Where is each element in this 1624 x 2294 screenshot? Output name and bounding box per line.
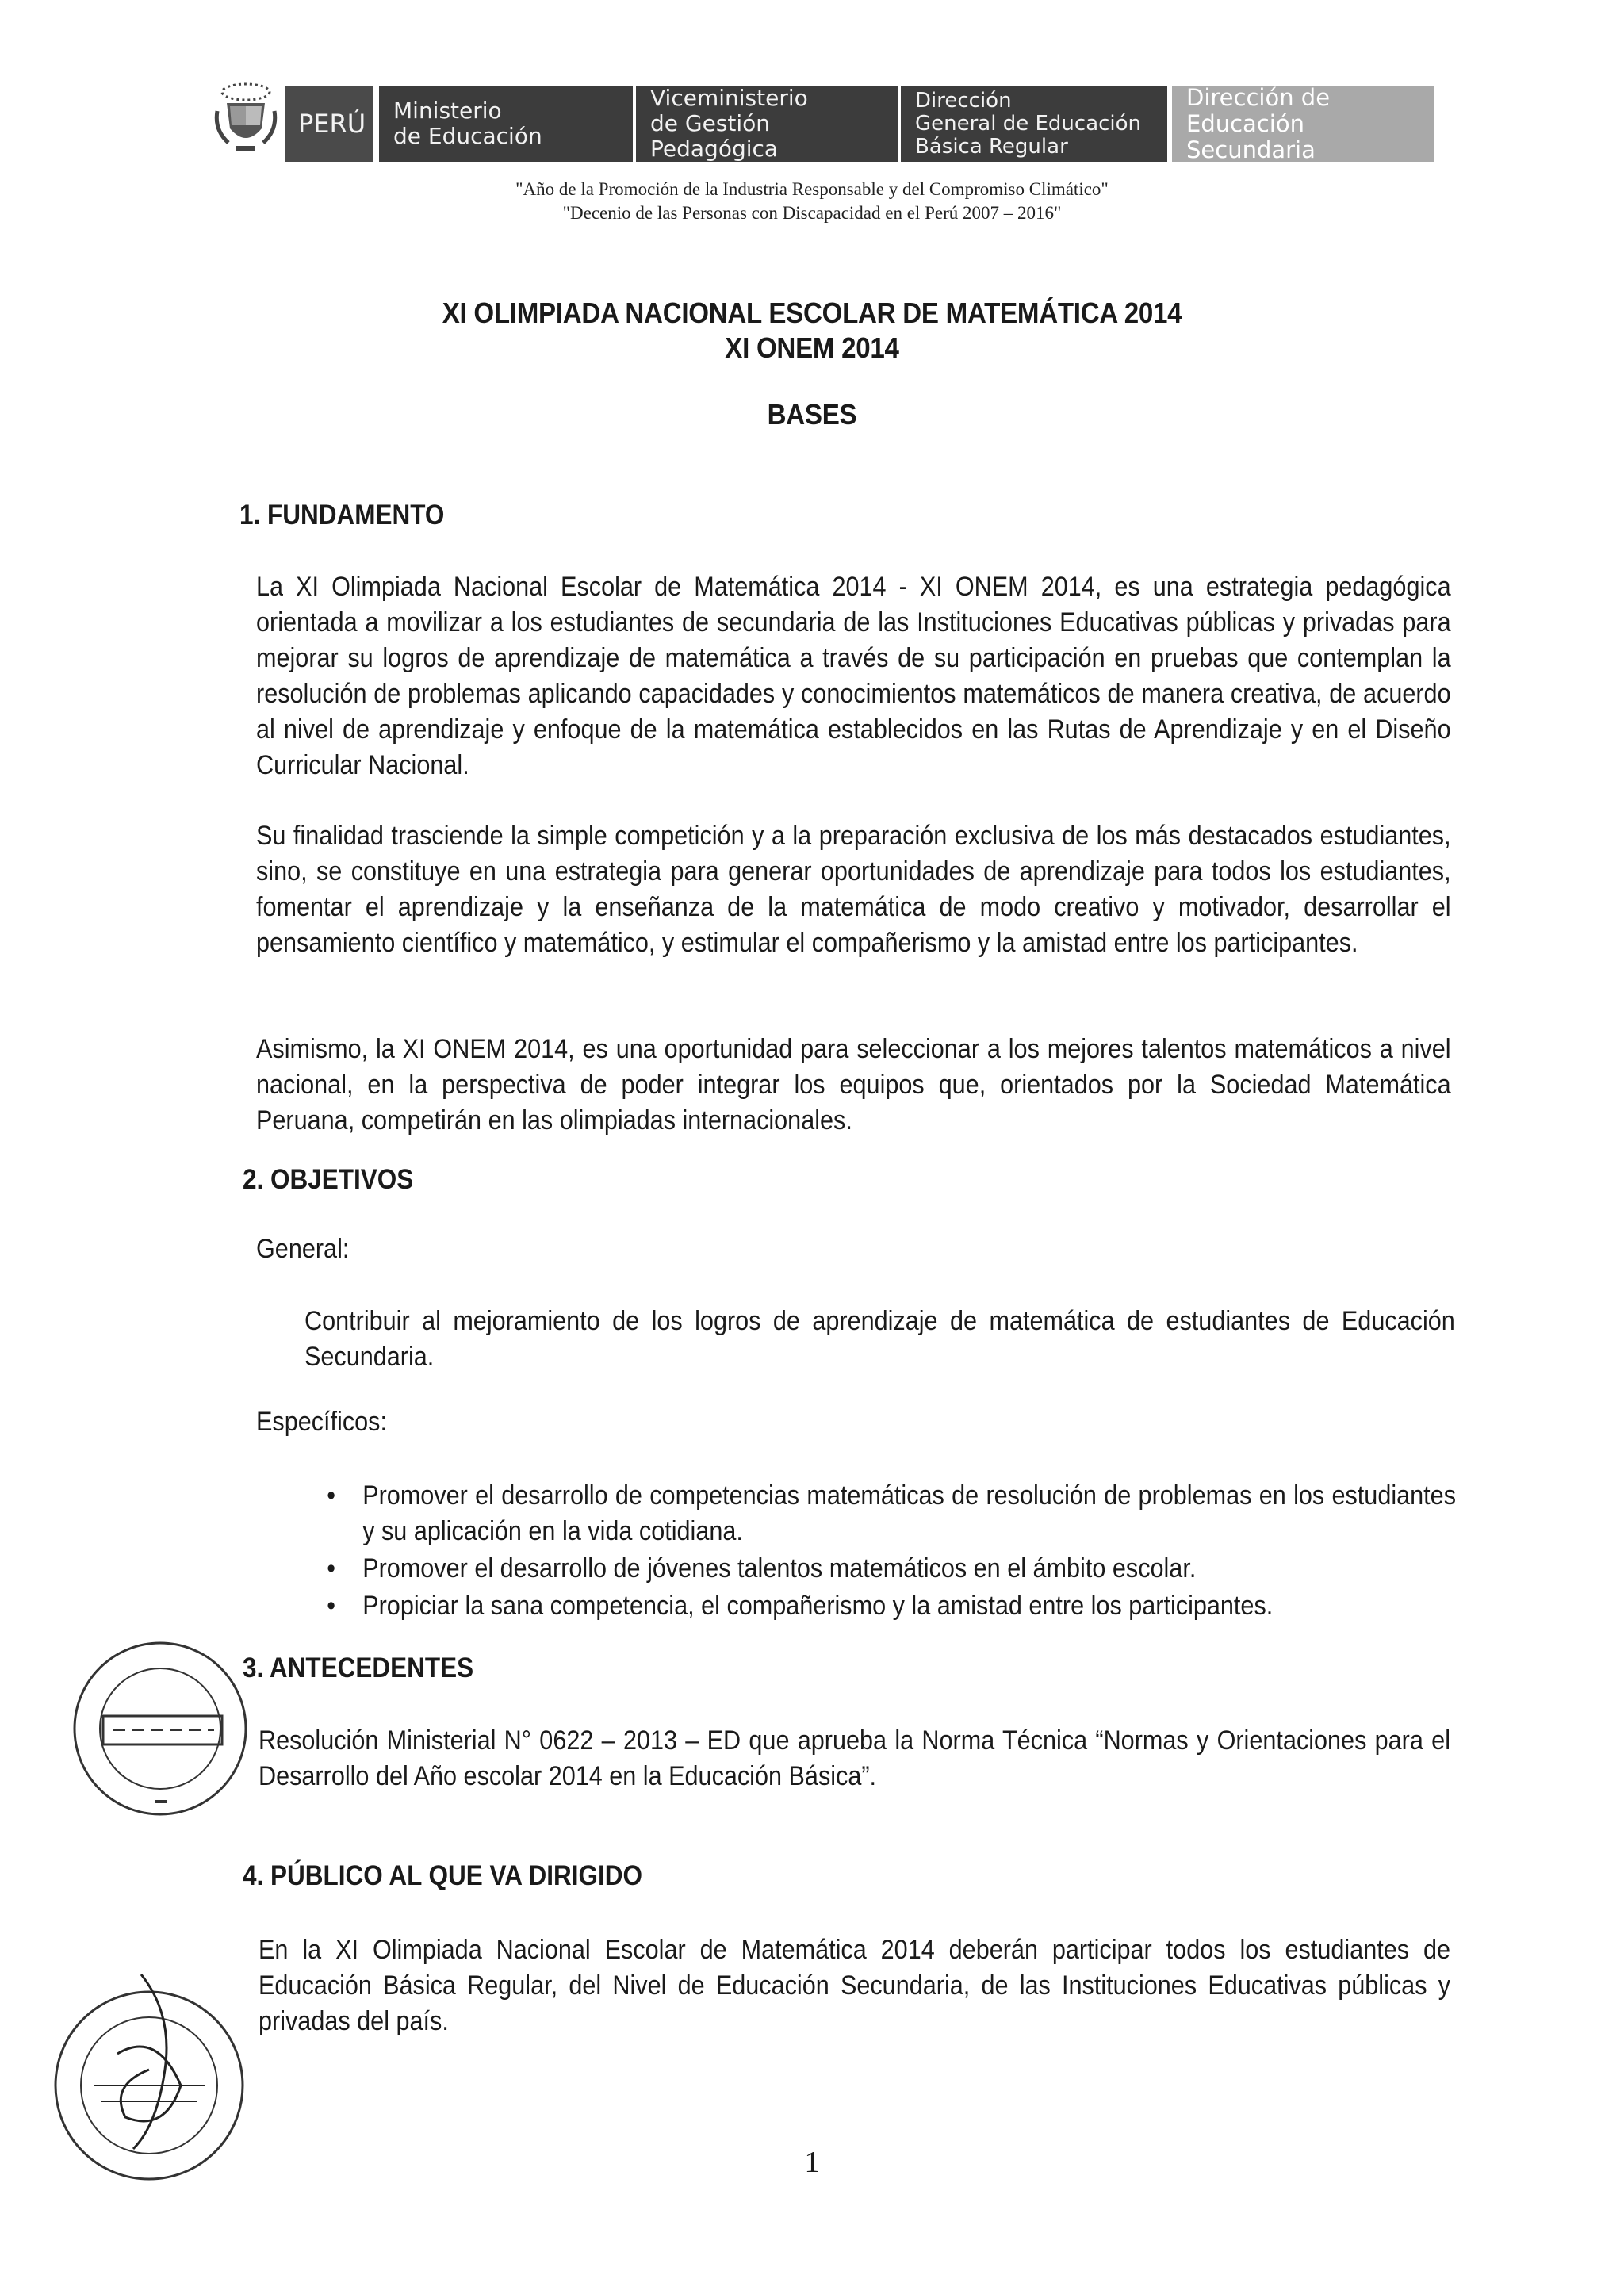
section-heading-fundamento: 1. FUNDAMENTO — [239, 500, 445, 530]
paragraph-antecedentes: Resolución Ministerial N° 0622 – 2013 – ED que aprueba la Norma Técnica “Normas y Orientaciones para el Desarrollo del Año escolar 2014 en la Educación Básica”. — [259, 1725, 1450, 1791]
page-number: 1 — [804, 2146, 820, 2179]
objetivos-especificos-list — [321, 1478, 1456, 1626]
header-ministerio-block — [379, 86, 633, 162]
list-item-text: Propiciar la sana competencia, el compañerismo y la amistad entre los participantes. — [362, 1591, 1274, 1621]
bullet-icon: • — [327, 1553, 335, 1584]
section-heading-objetivos: 2. OBJETIVOS — [243, 1164, 414, 1195]
header-viceministerio-line2: de Gestión Pedagógica — [650, 110, 779, 162]
list-item-text: Promover el desarrollo de jóvenes talentos matemáticos en el ámbito escolar. — [362, 1553, 1197, 1584]
header-direccion-general-line1: Dirección — [915, 88, 1012, 113]
header-direccion-general-block — [901, 86, 1167, 162]
list-item — [321, 1478, 1456, 1549]
objetivos-general-text: Contribuir al mejoramiento de los logros de aprendizaje de matemática de estudiantes de Educación Secundaria. — [304, 1306, 1455, 1372]
header-direccion-secundaria-line2: Educación Secundaria — [1186, 109, 1316, 163]
motto-decade: "Decenio de las Personas con Discapacidad en el Perú 2007 – 2016" — [562, 203, 1062, 223]
header-direccion-general-line3: Básica Regular — [915, 134, 1068, 159]
header-direccion-secundaria-line1: Dirección de — [1186, 83, 1331, 111]
motto-year: "Año de la Promoción de la Industria Responsable y del Compromiso Climático" — [515, 179, 1109, 199]
list-item — [321, 1551, 1456, 1587]
header-peru-block — [285, 86, 373, 162]
header-peru-label: PERÚ — [298, 109, 366, 139]
document-bases-heading: BASES — [767, 398, 857, 431]
paragraph-fundamento-1: La XI Olimpiada Nacional Escolar de Matemática 2014 - XI ONEM 2014, es una estrategia pedagógica orientada a movilizar a los estudiantes de secundaria de las Instituciones Educativas públicas y privadas para mejorar su logros de aprendizaje de matemática a través de su participación en pruebas que contemplan la resolución de problemas aplicando capacidades y conocimientos matemáticos de manera creativa, de acuerdo al nivel de aprendizaje y enfoque de la matemática establecidos en las Rutas de Aprendizaje y en el Diseño Curricular Nacional. — [256, 572, 1451, 780]
section-heading-publico: 4. PÚBLICO AL QUE VA DIRIGIDO — [243, 1860, 643, 1891]
header-direccion-general-line2: General de Educación — [915, 111, 1142, 136]
header-direccion-secundaria-block — [1172, 83, 1434, 163]
header-ministerio-line1: Ministerio — [393, 98, 502, 124]
paragraph-publico: En la XI Olimpiada Nacional Escolar de Matemática 2014 deberán participar todos los estudiantes de Educación Básica Regular, del Nivel de Educación Secundaria, de las Instituciones Educativas públicas y privadas del país. — [259, 1935, 1450, 2036]
document-subtitle: XI ONEM 2014 — [725, 331, 899, 364]
header-viceministerio-block — [636, 86, 898, 162]
header-viceministerio-line1: Viceministerio — [650, 85, 808, 111]
objetivos-especificos-label: Específicos: — [256, 1407, 387, 1437]
header-ministerio-line2: de Educación — [393, 123, 542, 149]
bullet-icon: • — [327, 1591, 335, 1621]
list-item-text: Promover el desarrollo de competencias matemáticas de resolución de problemas en los estudiantes y su aplicación en la vida cotidiana. — [362, 1480, 1457, 1546]
section-heading-antecedentes: 3. ANTECEDENTES — [243, 1653, 474, 1683]
list-item — [321, 1588, 1456, 1624]
paragraph-fundamento-3: Asimismo, la XI ONEM 2014, es una oportunidad para seleccionar a los mejores talentos matemáticos a nivel nacional, en la perspectiva de poder integrar los equipos que, orientados por la Sociedad Matemática Peruana, competirán en las olimpiadas internacionales. — [256, 1034, 1451, 1136]
paragraph-fundamento-2: Su finalidad trasciende la simple competición y a la preparación exclusiva de los más destacados estudiantes, sino, se constituye en una estrategia para generar oportunidades de aprendizaje para todos los estudiantes, fomentar el aprendizaje y la enseñanza de la matemática de modo creativo y motivador, desarrollar el pensamiento científico y matemático, y estimular el compañerismo y la amistad entre los participantes. — [256, 821, 1451, 958]
revision-stamp-icon — [67, 1633, 257, 1824]
objetivos-general-label: General: — [256, 1234, 350, 1264]
bullet-icon: • — [327, 1480, 335, 1511]
document-title: XI OLIMPIADA NACIONAL ESCOLAR DE MATEMÁTICA 2014 — [442, 297, 1182, 329]
peru-coat-of-arms-icon — [213, 79, 279, 155]
